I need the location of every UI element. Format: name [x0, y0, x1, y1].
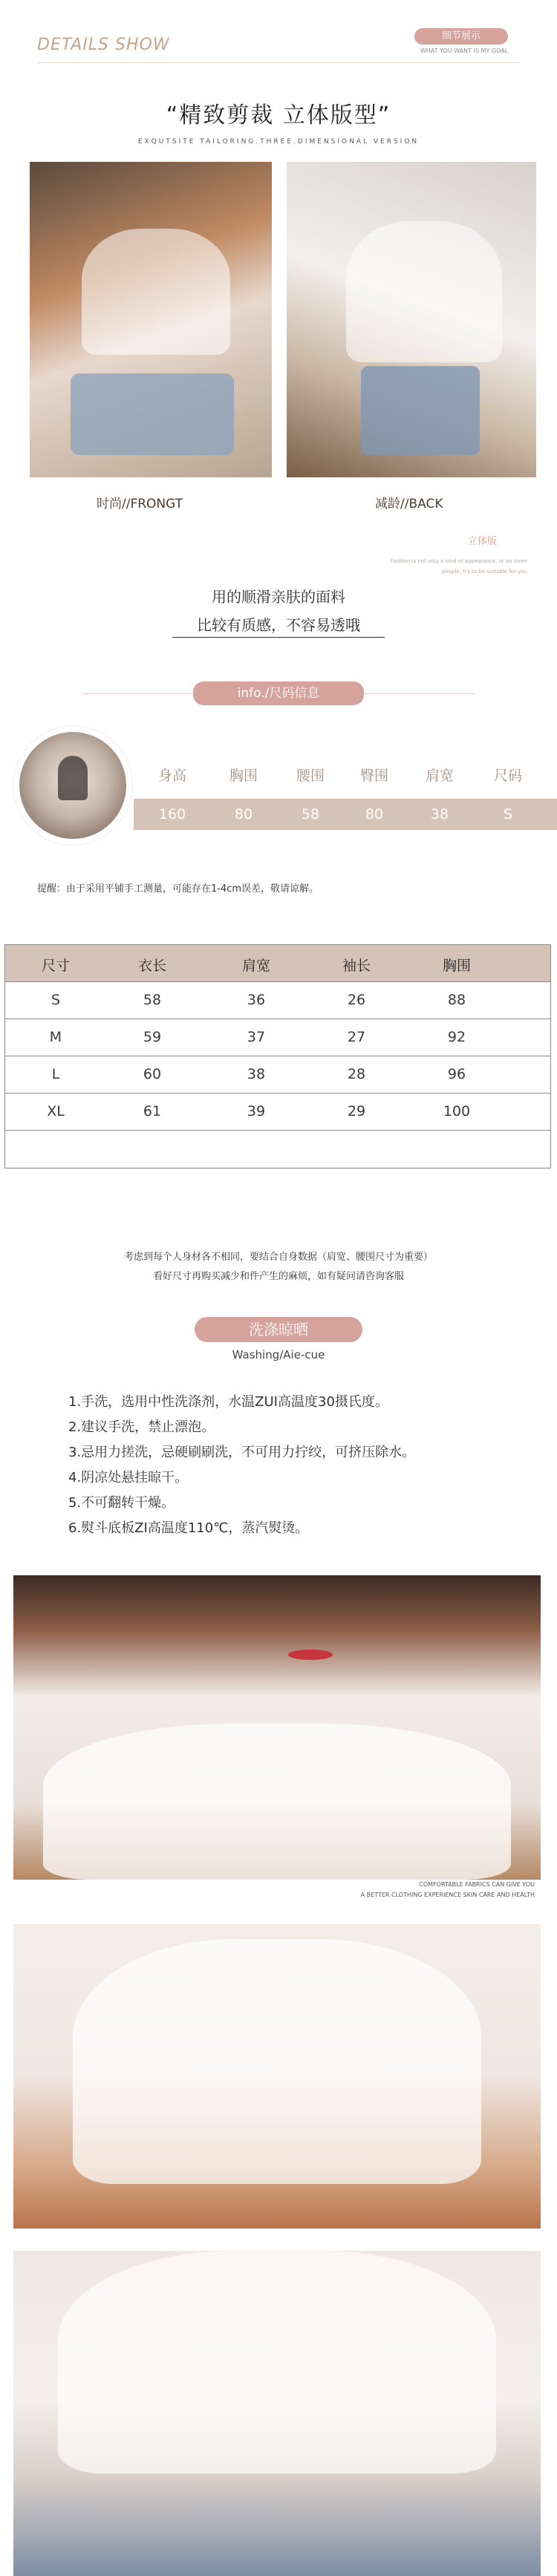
- table-row-l-sleeve: 28: [347, 1066, 366, 1082]
- header-divider: [37, 62, 520, 63]
- front-caption: 时尚//FRONGT: [97, 497, 183, 511]
- fabric-underline: [172, 637, 385, 638]
- detail-photo-front: [13, 1924, 541, 2229]
- size-header-length: 衣长: [137, 958, 166, 974]
- table-row-xl-bust: 100: [443, 1103, 471, 1119]
- table-row-s-sleeve: 26: [347, 992, 366, 1008]
- header-slogan: WHAT YOU WANT IS MY GOAL: [420, 48, 509, 54]
- fabric-line-1: 用的顺滑亲肤的面料: [212, 588, 345, 606]
- headline-subtitle: EXQUTSITE TAILORING.THREE.DIMENSIONAL VERSION: [137, 138, 420, 146]
- info-header-size: 尺码: [493, 768, 522, 784]
- table-row-xl-sleeve: 29: [347, 1103, 366, 1119]
- info-header-hip: 臀围: [359, 768, 388, 784]
- table-row-l-size: L: [51, 1066, 60, 1082]
- detail-tag: 细节展示: [414, 28, 508, 45]
- info-value-shoulder: 38: [430, 806, 449, 823]
- table-row-m-length: 59: [143, 1029, 162, 1045]
- photo-caption-2: A BETTER CLOTHING EXPERIENCE SKIN CARE AND HEALTH: [360, 1892, 535, 1898]
- fabric-line-2: 比较有质感，不容易透哦: [197, 616, 360, 634]
- advice-line-2: 看好尺寸再购买减少和件产生的麻烦，如有疑问请咨询客服: [152, 1271, 404, 1282]
- washing-item-1: 1.手洗，选用中性洗涤剂，水温ZUI高温度30摄氏度。: [68, 1394, 388, 1410]
- washing-badge: 洗涤晾晒: [195, 1317, 362, 1342]
- size-header-shoulder: 肩宽: [241, 958, 270, 974]
- detail-photo-hem: [13, 2251, 541, 2576]
- info-header-waist: 腰围: [296, 768, 325, 784]
- details-show-heading: DETAILS SHOW: [37, 36, 170, 54]
- detail-photo-collar: [13, 1575, 541, 1880]
- table-row-m-size: M: [49, 1029, 62, 1045]
- table-row-xl-shoulder: 39: [247, 1103, 266, 1119]
- table-row-xl-size: XL: [47, 1103, 65, 1119]
- washing-item-4: 4.阴凉处悬挂晾干。: [68, 1470, 189, 1485]
- photo-caption-1: COMFORTABLE FABRICS CAN GIVE YOU: [419, 1881, 535, 1888]
- back-photo: [287, 162, 536, 477]
- info-header-height: 身高: [157, 768, 186, 784]
- headline-title: “精致剪裁 立体版型”: [166, 102, 391, 128]
- table-row-xl-length: 61: [143, 1103, 162, 1119]
- size-header-bust: 胸围: [442, 958, 471, 974]
- table-row-l-shoulder: 38: [247, 1066, 266, 1082]
- avatar: [13, 726, 132, 845]
- table-row-m-shoulder: 37: [247, 1029, 266, 1045]
- washing-item-5: 5.不可翻转干燥。: [68, 1495, 175, 1511]
- size-header-size: 尺寸: [41, 958, 70, 974]
- table-row-s-size: S: [51, 992, 61, 1008]
- tiny-text-1: Fashion is not only a kind of appearance, or an inner: [390, 558, 527, 564]
- table-row-s-length: 58: [143, 992, 162, 1008]
- washing-subtitle: Washing/Aie-cue: [232, 1348, 325, 1361]
- info-badge: info./尺码信息: [193, 681, 364, 705]
- info-value-size: S: [503, 806, 513, 823]
- table-row-l-length: 60: [143, 1066, 162, 1082]
- table-row-l-bust: 96: [447, 1066, 466, 1082]
- measurement-note: 提醒：由于采用平铺手工测量，可能存在1-4cm误差，敬请谅解。: [37, 883, 319, 895]
- tiny-text-2: people, try to be suitable for you: [441, 569, 527, 575]
- info-value-waist: 58: [301, 806, 320, 823]
- washing-item-3: 3.忌用力搓洗，忌硬刷刷洗，不可用力拧绞，可挤压除水。: [68, 1445, 416, 1460]
- table-row-s-shoulder: 36: [247, 992, 266, 1008]
- washing-item-2: 2.建议手洗，禁止漂泡。: [68, 1419, 215, 1435]
- info-header-bust: 胸围: [229, 768, 258, 784]
- info-value-height: 160: [158, 806, 186, 823]
- table-row-m-bust: 92: [447, 1029, 466, 1045]
- table-row-s-bust: 88: [447, 992, 466, 1008]
- info-value-bust: 80: [234, 806, 253, 823]
- size-header-sleeve: 袖长: [342, 958, 371, 974]
- side-label: 立体版: [468, 536, 498, 547]
- size-table: [4, 944, 551, 1168]
- table-row-m-sleeve: 27: [347, 1029, 366, 1045]
- info-value-hip: 80: [365, 806, 384, 823]
- front-photo: [30, 162, 272, 477]
- info-header-shoulder: 肩宽: [425, 768, 454, 784]
- washing-item-6: 6.熨斗底板ZI高温度110℃，蒸汽熨烫。: [68, 1520, 309, 1536]
- back-caption: 减龄//BACK: [375, 497, 443, 511]
- advice-line-1: 考虑到每个人身材各不相同，要结合自身数据（肩宽、腰围尺寸为重要）: [123, 1252, 433, 1263]
